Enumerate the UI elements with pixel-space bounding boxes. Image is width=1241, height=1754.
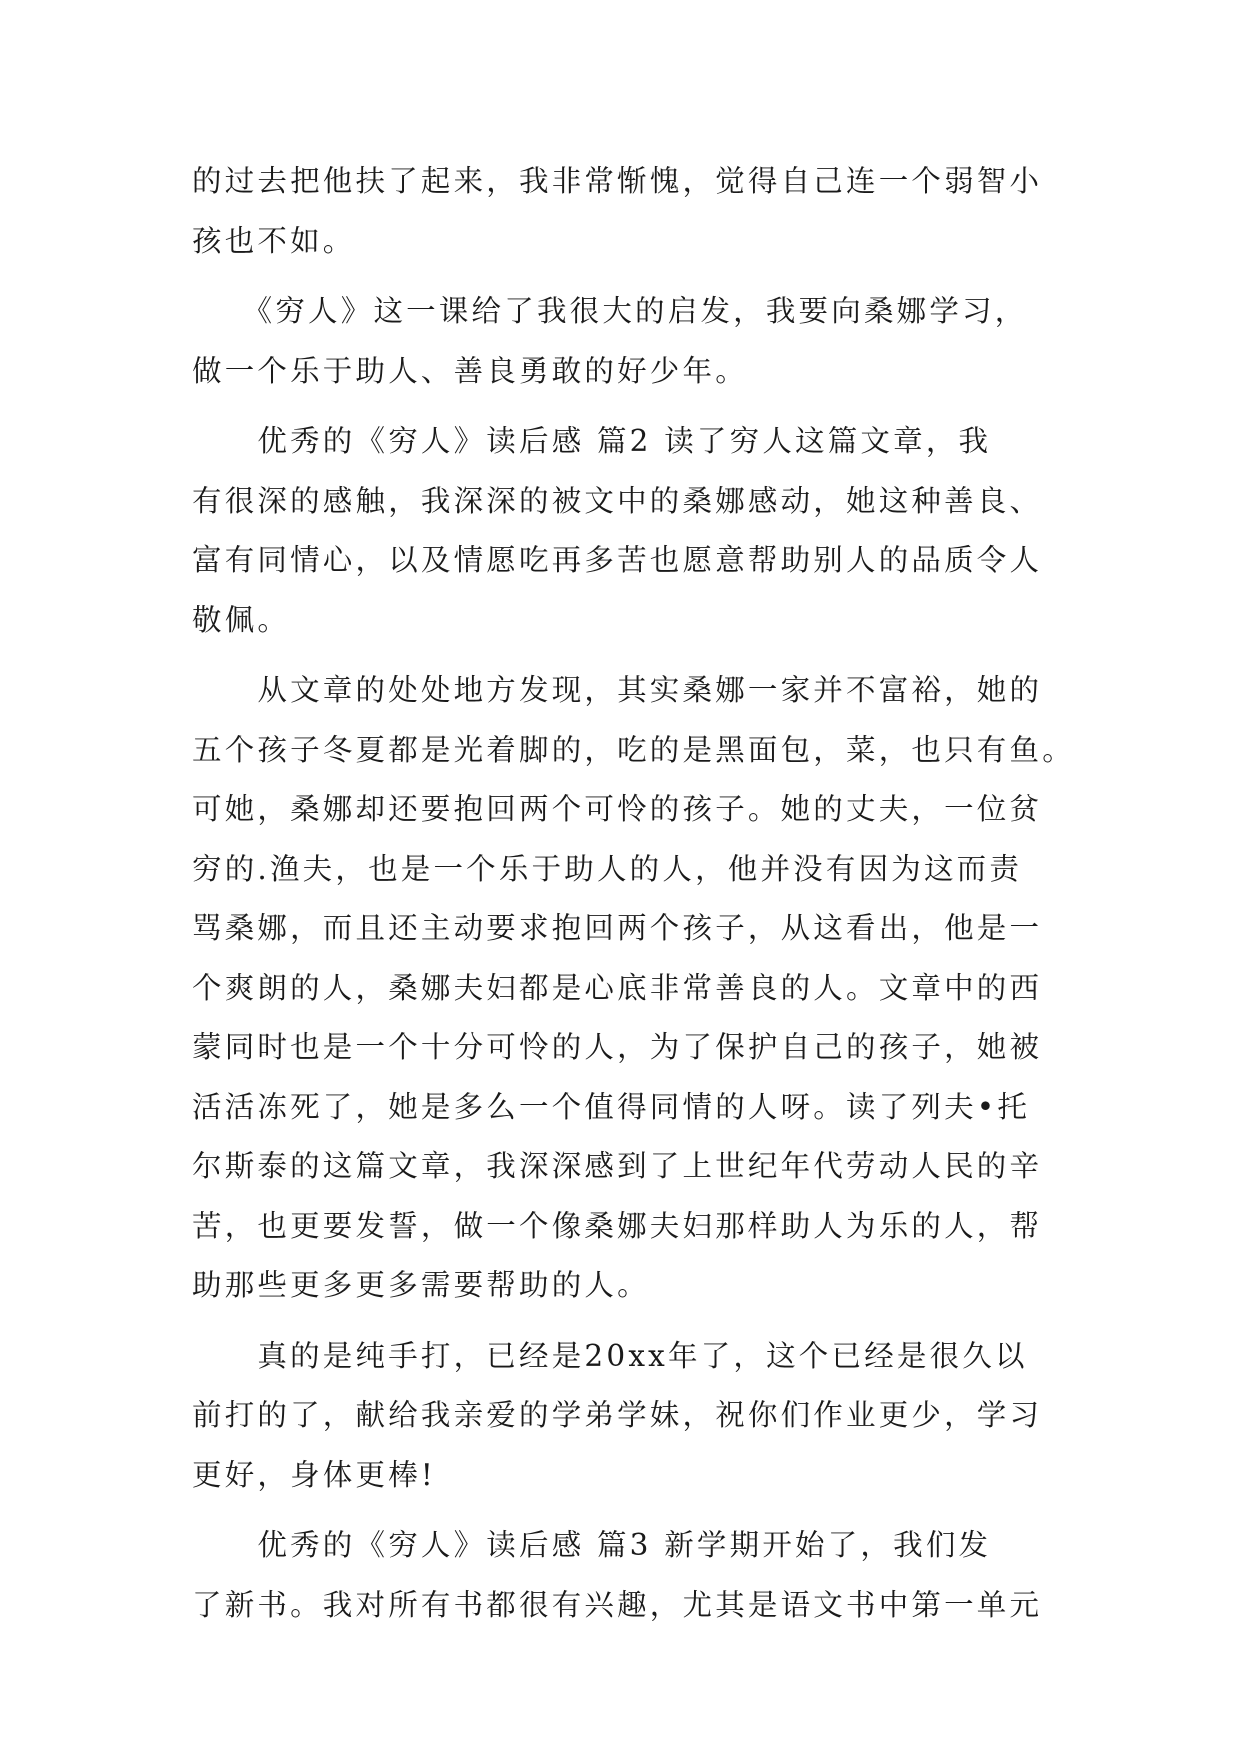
text-line: 《穷人》这一课给了我很大的启发，我要向桑娜学习， [192, 294, 1028, 328]
text-line: 穷的.渔夫，也是一个乐于助人的人，他并没有因为这而责 [192, 851, 1023, 886]
paragraph [192, 152, 1052, 271]
paragraph [192, 1516, 1052, 1635]
text-line: 真的是纯手打，已经是20xx年了，这个已经是很久以 [192, 1338, 1028, 1373]
text-line: 苦，也更要发誓，做一个像桑娜夫妇那样助人为乐的人，帮 [192, 1208, 1043, 1243]
text-line: 尔斯泰的这篇文章，我深深感到了上世纪年代劳动人民的辛 [192, 1149, 1043, 1183]
text-line: 了新书。我对所有书都很有兴趣，尤其是语文书中第一单元 [192, 1587, 1043, 1622]
text-line: 有很深的感触，我深深的被文中的桑娜感动，她这种善良、 [192, 483, 1043, 518]
text-line: 更好，身体更棒! [192, 1457, 436, 1492]
text-line: 敬佩。 [192, 602, 291, 637]
paragraph [192, 412, 1052, 650]
paragraph [192, 1327, 1052, 1506]
text-line: 前打的了，献给我亲爱的学弟学妹，祝你们作业更少，学习 [192, 1398, 1043, 1432]
section-heading-line: 优秀的《穷人》读后感 篇2 读了穷人这篇文章，我 [192, 424, 992, 458]
text-line: 从文章的处处地方发现，其实桑娜一家并不富裕，她的 [192, 673, 1043, 707]
text-line: 可她，桑娜却还要抱回两个可怜的孩子。她的丈夫，一位贫 [192, 792, 1043, 826]
text-line: 五个孩子冬夏都是光着脚的，吃的是黑面包，菜，也只有鱼。 [192, 732, 1075, 767]
text-line: 个爽朗的人，桑娜夫妇都是心底非常善良的人。文章中的西 [192, 970, 1043, 1005]
text-line: 孩也不如。 [192, 223, 356, 258]
text-line: 做一个乐于助人、善良勇敢的好少年。 [192, 353, 748, 388]
text-line: 的过去把他扶了起来，我非常惭愧，觉得自己连一个弱智小 [192, 164, 1043, 198]
text-line: 蒙同时也是一个十分可怜的人，为了保护自己的孩子，她被 [192, 1030, 1043, 1064]
text-line: 骂桑娜，而且还主动要求抱回两个孩子，从这看出，他是一 [192, 911, 1043, 945]
paragraph [192, 282, 1052, 401]
text-line: 助那些更多更多需要帮助的人。 [192, 1268, 650, 1302]
text-line: 富有同情心，以及情愿吃再多苦也愿意帮助别人的品质令人 [192, 543, 1043, 577]
paragraph [192, 661, 1075, 1316]
section-heading-line: 优秀的《穷人》读后感 篇3 新学期开始了，我们发 [192, 1528, 992, 1562]
text-line: 活活冻死了，她是多么一个值得同情的人呀。读了列夫•托 [192, 1089, 1031, 1124]
document-body [192, 152, 1075, 1635]
